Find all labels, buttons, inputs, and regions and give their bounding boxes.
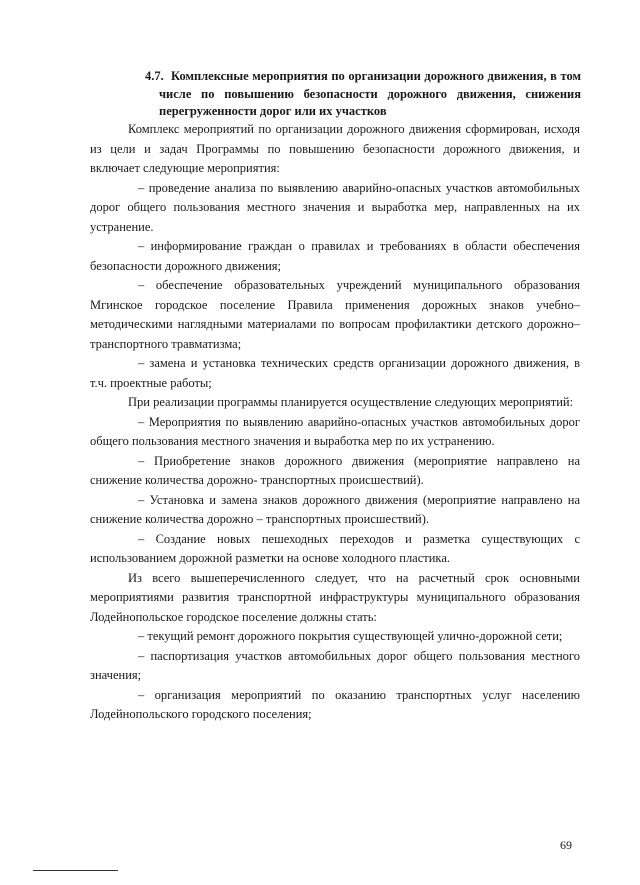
paragraph-line: – организация мероприятий по оказанию транспортных услуг населению bbox=[138, 687, 580, 702]
paragraph-line: мероприятиями развития транспортной инфраструктуры муниципального образования bbox=[90, 590, 580, 604]
heading-line-2: числе по повышению безопасности дорожного движения, снижения bbox=[159, 86, 581, 101]
paragraph-line: – текущий ремонт дорожного покрытия существующей улично-дорожной сети; bbox=[138, 629, 563, 643]
paragraph bbox=[90, 452, 580, 491]
paragraph-line: общего пользования местного значения и выработка мер по их устранению. bbox=[90, 434, 495, 448]
paragraph-line: использованием дорожной разметки на основе холодного пластика. bbox=[90, 551, 450, 565]
paragraph bbox=[90, 413, 580, 452]
paragraph-line: – паспортизация участков автомобильных дорог общего пользования местного bbox=[138, 648, 580, 663]
paragraph bbox=[90, 491, 580, 530]
heading-line-1: 4.7. Комплексные мероприятия по организации дорожного движения, в том bbox=[145, 68, 581, 86]
paragraph-line: – Создание новых пешеходных переходов и разметка существующих с bbox=[138, 531, 580, 546]
paragraph bbox=[90, 530, 580, 569]
paragraph-line: устранение. bbox=[90, 219, 154, 234]
paragraph bbox=[90, 354, 580, 393]
paragraph-line: При реализации программы планируется осуществление следующих мероприятий: bbox=[128, 395, 574, 409]
paragraph-line: – Установка и замена знаков дорожного движения (мероприятие направлено на bbox=[138, 492, 580, 507]
paragraph-line: транспортного травматизма; bbox=[90, 336, 242, 351]
paragraph-line: – информирование граждан о правилах и требованиях в области обеспечения bbox=[138, 239, 580, 253]
paragraph bbox=[90, 276, 580, 354]
paragraph-line: – обеспечение образовательных учреждений муниципального образования bbox=[138, 278, 580, 292]
paragraph-line: значения; bbox=[90, 668, 142, 682]
paragraph bbox=[90, 647, 580, 686]
paragraph-line: Мгинское городское поселение Правила применения дорожных знаков учебно– bbox=[90, 297, 580, 312]
paragraph bbox=[90, 120, 580, 179]
paragraph-line: из цели и задач Программы по повышению безопасности дорожного движения, и bbox=[90, 141, 580, 156]
paragraph-line: Лодейнопольского городского поселения; bbox=[90, 707, 312, 721]
paragraph-line: безопасности дорожного движения; bbox=[90, 258, 282, 273]
paragraph bbox=[90, 237, 580, 276]
page-number: 69 bbox=[560, 838, 572, 852]
paragraph bbox=[90, 627, 580, 647]
paragraph bbox=[90, 569, 580, 628]
paragraph-line: методическими наглядными материалами по вопросам профилактики детского дорожно– bbox=[90, 317, 580, 331]
paragraph-line: снижение количества дорожно- транспортных происшествий). bbox=[90, 473, 424, 487]
paragraph bbox=[90, 686, 580, 725]
footer-rule bbox=[33, 870, 118, 871]
paragraph-line: т.ч. проектные работы; bbox=[90, 375, 212, 390]
paragraph-line: – Мероприятия по выявлению аварийно-опасных участков автомобильных дорог bbox=[138, 414, 580, 429]
paragraph-line: Из всего вышеперечисленного следует, что на расчетный срок основными bbox=[128, 570, 580, 585]
paragraph-line: Лодейнопольское городское поселение должны стать: bbox=[90, 609, 377, 624]
paragraph-line: – Приобретение знаков дорожного движения (мероприятие направлено на bbox=[138, 453, 580, 468]
paragraph bbox=[90, 393, 580, 413]
heading-line-3: перегруженности дорог или их участков bbox=[159, 104, 387, 118]
paragraph-line: – замена и установка технических средств организации дорожного движения, в bbox=[138, 356, 580, 370]
paragraph-line: Комплекс мероприятий по организации дорожного движения сформирован, исходя bbox=[128, 122, 580, 136]
paragraph-line: – проведение анализа по выявлению аварийно-опасных участков автомобильных bbox=[138, 180, 580, 195]
paragraph-line: дорог общего пользования местного значения и выработка мер, направленных на их bbox=[90, 200, 580, 214]
paragraph-line: включает следующие мероприятия: bbox=[90, 161, 280, 175]
section-number: 4.7. bbox=[145, 69, 164, 83]
body-text bbox=[90, 120, 580, 725]
section-heading bbox=[145, 68, 581, 121]
paragraph-line: снижение количества дорожно – транспортных происшествий). bbox=[90, 512, 429, 526]
paragraph bbox=[90, 179, 580, 238]
